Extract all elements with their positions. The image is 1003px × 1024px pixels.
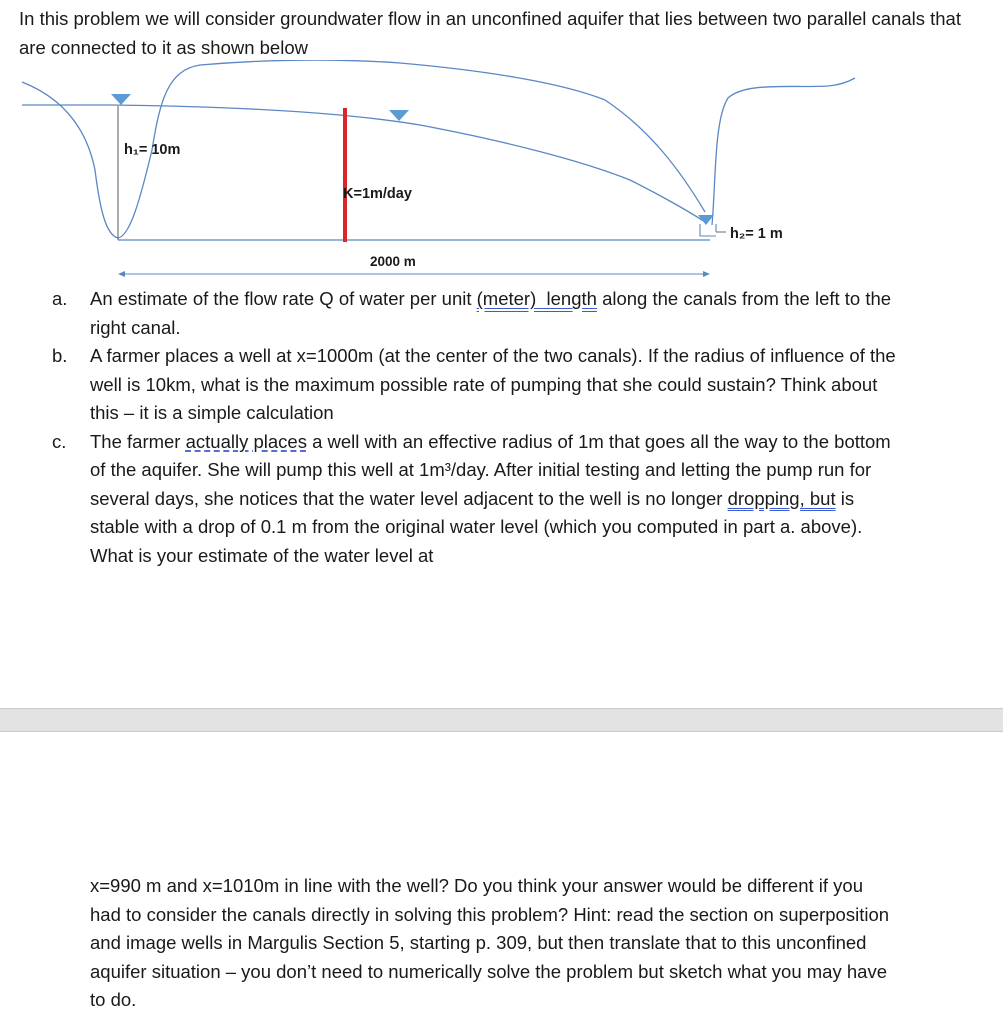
continued-paragraph: x=990 m and x=1010m in line with the well? Do you think your answer would be different if you had to consider the canals directly in solving this problem? Hint: read the section on superposition and image wells in Margulis Section 5, starting p. 309, but then translate that to this unconfined aquifer situation – you don’t need to numerically solve the problem but sketch what you may have to do. [90, 875, 890, 1010]
distance-arrow-right-head [703, 271, 710, 277]
question-marker: b. [52, 345, 68, 366]
well [343, 108, 347, 242]
water-table [22, 105, 705, 222]
aquifer-diagram [0, 60, 1003, 285]
underlined-phrase: actually places [185, 430, 307, 452]
question-b: b. A farmer places a well at x=1000m (at the center of the two canals). If the radius of influence of the well is 10km, what is the maximum possible rate of pumping that she could sustain? Think about this – it is a simple calculation [0, 342, 900, 428]
h1-label: h₁= 10m [124, 142, 181, 158]
k-label: K=1m/day [343, 186, 412, 202]
question-list [0, 285, 900, 570]
h2-bracket [700, 224, 716, 236]
intro-paragraph: In this problem we will consider groundwater flow in an unconfined aquifer that lies between two parallel canals that are connected to it as shown below [19, 8, 961, 58]
water-level-marker-center [389, 110, 409, 121]
h2-label: h₂= 1 m [730, 226, 783, 242]
question-a: a. An estimate of the flow rate Q of water per unit (meter) length along the canals from the left to the right canal. [0, 285, 900, 342]
ground-surface-right [712, 78, 855, 225]
distance-arrow-left-head [118, 271, 125, 277]
question-c: c. The farmer actually places a well with an effective radius of 1m that goes all the way to the bottom of the aquifer. She will pump this well at 1m³/day. After initial testing and letting the pump run for several days, she notices that the water level adjacent to the well is no longer dropping, but is stable with a drop of 0.1 m from the original water level (which you computed in part a. above). What is your estimate of the water level at [0, 428, 900, 571]
page-break [0, 708, 1003, 732]
underlined-phrase: dropping, but [727, 487, 836, 509]
question-marker: a. [52, 288, 68, 309]
distance-label: 2000 m [370, 254, 416, 269]
question-marker: c. [52, 430, 67, 452]
underlined-phrase: (meter) length [476, 288, 597, 309]
water-level-marker-left [111, 94, 131, 105]
